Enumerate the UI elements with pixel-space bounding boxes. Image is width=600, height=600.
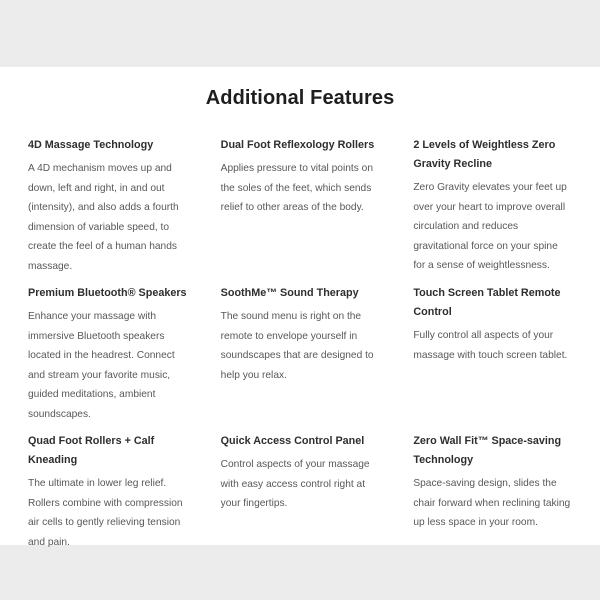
feature-card-tablet-remote	[413, 284, 572, 424]
feature-title: Dual Foot Reflexology Rollers	[220, 139, 375, 151]
feature-title: Premium Bluetooth® Speakers	[28, 287, 187, 299]
feature-card-quad-foot-rollers	[28, 432, 187, 552]
feature-title: Quick Access Control Panel	[220, 435, 365, 447]
feature-card-4d-massage	[28, 136, 187, 276]
feature-title: 4D Massage Technology	[28, 139, 154, 151]
feature-card-bluetooth-speakers	[28, 284, 187, 424]
feature-card-zero-wall-fit	[413, 432, 572, 552]
feature-title: Touch Screen Tablet Remote Control	[413, 287, 561, 318]
feature-title: 2 Levels of Weightless Zero Gravity Recline	[413, 139, 556, 170]
feature-description: The sound menu is right on the remote to envelope yourself in soundscapes that are designed to help you relax.	[220, 311, 374, 381]
feature-description: Applies pressure to vital points on the soles of the feet, which sends relief to other areas of the body.	[220, 163, 373, 213]
feature-description: Fully control all aspects of your massage with touch screen tablet.	[413, 330, 568, 361]
feature-card-foot-reflexology	[221, 136, 380, 276]
feature-description: The ultimate in lower leg relief. Rollers combine with compression air cells to gently relieving tension and pain.	[28, 478, 183, 548]
feature-description: Zero Gravity elevates your feet up over your heart to improve overall circulation and reduces gravitational force on your spine for a sense of weightlessness.	[413, 182, 567, 271]
feature-title: SoothMe™ Sound Therapy	[220, 287, 359, 299]
feature-description: Enhance your massage with immersive Bluetooth speakers located in the headrest. Connect and stream your favorite music, guided meditations, ambient soundscapes.	[28, 311, 175, 420]
feature-title: Zero Wall Fit™ Space-saving Technology	[413, 435, 562, 466]
feature-card-control-panel	[221, 432, 380, 552]
feature-title: Quad Foot Rollers + Calf Kneading	[28, 435, 155, 466]
feature-description: Space-saving design, slides the chair forward when reclining taking up less space in your room.	[413, 478, 571, 528]
features-section	[0, 67, 600, 548]
feature-description: A 4D mechanism moves up and down, left and right, in and out (intensity), and also adds a fourth dimension of variable speed, to create the feel of a human hands massage.	[28, 163, 179, 272]
feature-card-sound-therapy	[221, 284, 380, 424]
feature-description: Control aspects of your massage with easy access control right at your fingertips.	[220, 459, 370, 509]
feature-card-zero-gravity	[413, 136, 572, 276]
section-title: Additional Features	[205, 87, 395, 109]
features-grid	[28, 136, 572, 552]
